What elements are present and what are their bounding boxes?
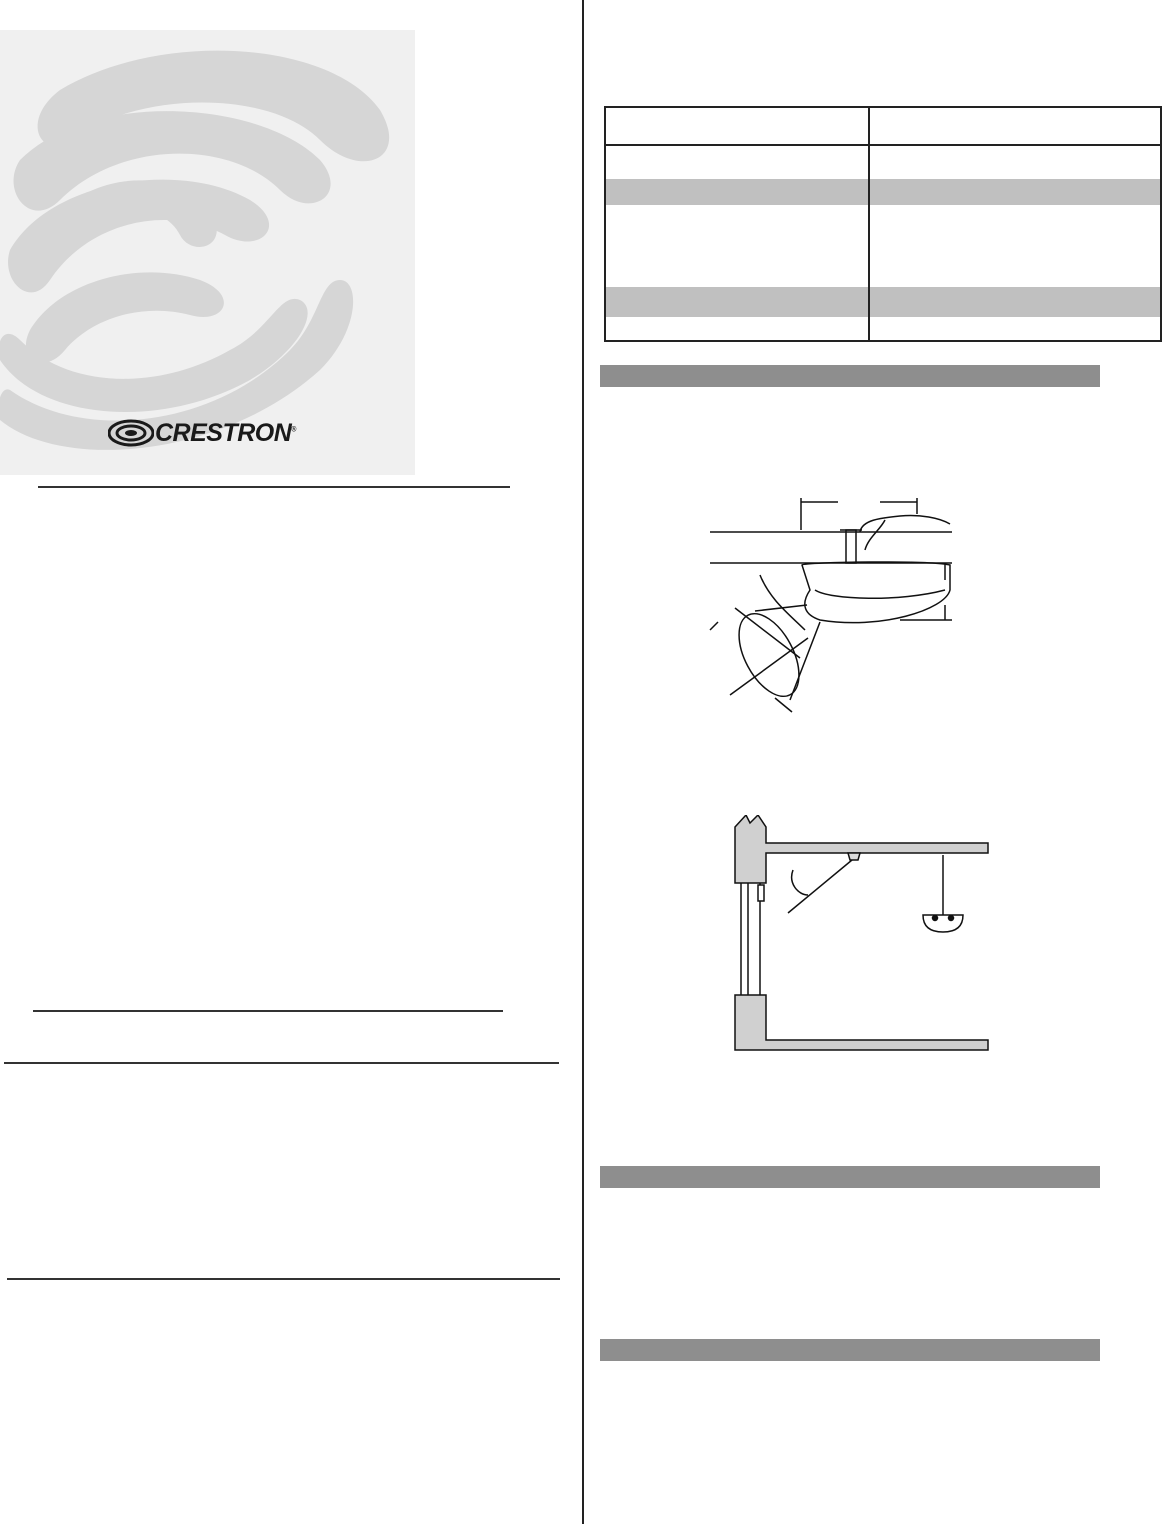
divider-rule [38, 486, 510, 488]
table-cell [869, 287, 1161, 317]
table-row [605, 205, 1161, 287]
table-cell [605, 145, 869, 179]
table-header-cell [869, 107, 1161, 145]
column-divider [582, 0, 584, 1524]
registered-mark: ® [291, 426, 296, 434]
table-cell [605, 287, 869, 317]
table-row [605, 179, 1161, 205]
brand-wordmark [155, 419, 296, 448]
table-cell [869, 179, 1161, 205]
brand-wordmark-text: CRESTRON [155, 419, 292, 447]
table-row [605, 317, 1161, 341]
table-cell [605, 317, 869, 341]
section-heading-bar [600, 365, 1100, 387]
divider-rule [33, 1010, 503, 1012]
brand-hero-panel [0, 30, 415, 475]
divider-rule [7, 1278, 560, 1280]
table-cell [605, 179, 869, 205]
swirl-graphic [0, 30, 415, 475]
spec-table [604, 106, 1162, 342]
divider-rule [4, 1062, 559, 1064]
table-header-cell [605, 107, 869, 145]
table-row [605, 145, 1161, 179]
section-heading-bar [600, 1339, 1100, 1361]
room-coverage-diagram [718, 815, 993, 1055]
section-heading-bar [600, 1166, 1100, 1188]
table-cell [869, 145, 1161, 179]
crestron-logo-icon [108, 418, 154, 448]
table-cell [869, 317, 1161, 341]
table-header-row [605, 107, 1161, 145]
table-cell [869, 205, 1161, 287]
table-row [605, 287, 1161, 317]
sensor-mount-diagram [700, 490, 970, 725]
table-cell [605, 205, 869, 287]
